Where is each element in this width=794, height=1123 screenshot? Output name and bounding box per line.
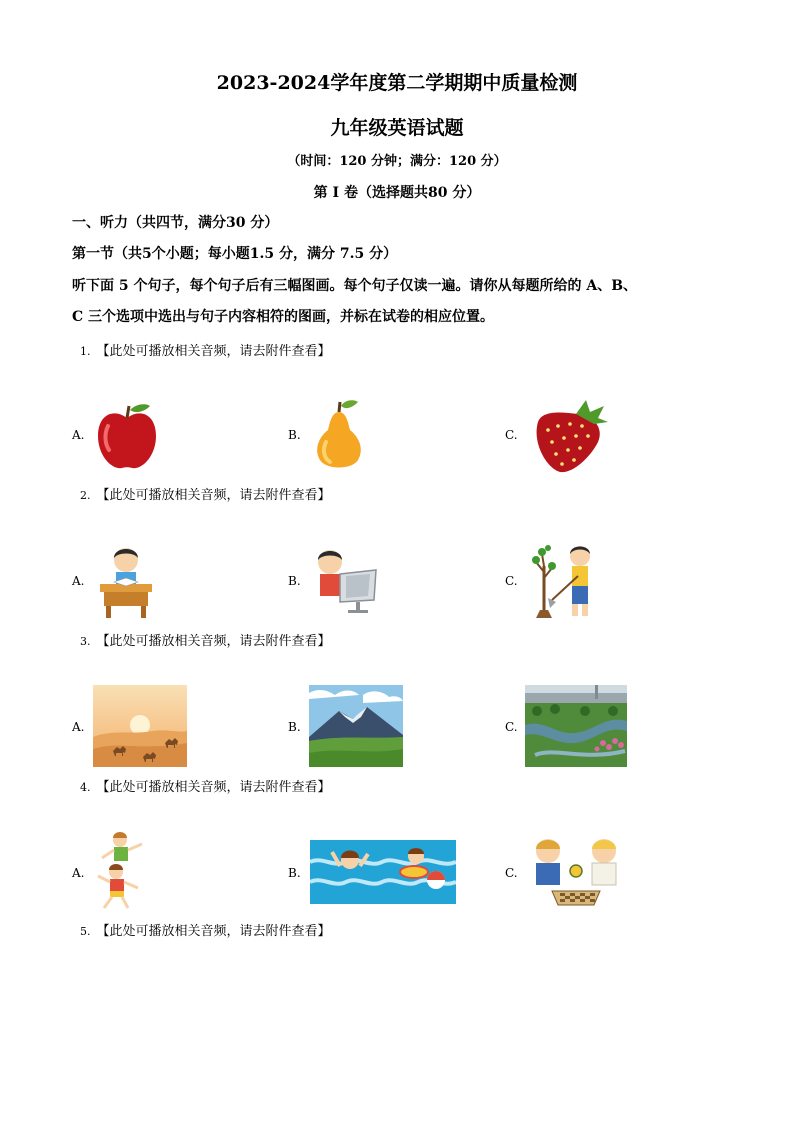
time-info: （时间：120 分钟；满分：120 分）: [287, 154, 507, 169]
exam-subtitle: 九年级英语试题: [330, 117, 464, 139]
boy-computer-image[interactable]: [310, 544, 380, 616]
option-label: C.: [505, 574, 518, 588]
question-2-prompt[interactable]: [80, 484, 331, 503]
question-number: 4.: [80, 781, 91, 794]
desert-image[interactable]: [93, 685, 187, 767]
mountain-image[interactable]: [309, 685, 403, 767]
option-label: A.: [72, 866, 85, 880]
kids-playing-chess-image[interactable]: [528, 833, 624, 909]
wetland-park-image[interactable]: [525, 685, 627, 767]
question-number: 5.: [80, 925, 91, 938]
instruction-line-2: C 三个选项中选出与句子内容相符的图画，并标在试卷的相应位置。: [72, 309, 495, 325]
kids-swimming-image[interactable]: [310, 840, 456, 904]
option-label: A.: [72, 574, 85, 588]
boy-planting-tree-image[interactable]: [528, 542, 598, 620]
question-number: 3.: [80, 635, 91, 648]
option-label: C.: [505, 428, 518, 442]
boy-reading-image[interactable]: [96, 544, 156, 620]
audio-prompt: 【此处可播放相关音频，请去附件查看】: [96, 634, 331, 649]
apple-image[interactable]: [94, 400, 160, 472]
kids-running-image[interactable]: [94, 830, 154, 910]
question-5-prompt[interactable]: [80, 920, 331, 939]
section-heading: 一、听力（共四节，满分30 分）: [72, 215, 279, 231]
option-label: B.: [288, 428, 301, 442]
volume-label: 第 I 卷（选择题共80 分）: [313, 185, 481, 201]
question-number: 1.: [80, 345, 91, 358]
audio-prompt: 【此处可播放相关音频，请去附件查看】: [96, 344, 331, 359]
option-label: A.: [72, 720, 85, 734]
option-label: B.: [288, 866, 301, 880]
pear-image[interactable]: [310, 398, 368, 472]
option-label: B.: [288, 574, 301, 588]
question-number: 2.: [80, 489, 91, 502]
audio-prompt: 【此处可播放相关音频，请去附件查看】: [96, 488, 331, 503]
option-label: C.: [505, 720, 518, 734]
question-4-prompt[interactable]: [80, 776, 331, 795]
strawberry-image[interactable]: [528, 398, 608, 474]
audio-prompt: 【此处可播放相关音频，请去附件查看】: [96, 780, 331, 795]
question-1-prompt[interactable]: [80, 340, 331, 359]
option-label: C.: [505, 866, 518, 880]
audio-prompt: 【此处可播放相关音频，请去附件查看】: [96, 924, 331, 939]
question-3-prompt[interactable]: [80, 630, 331, 649]
exam-title: 2023-2024学年度第二学期期中质量检测: [216, 72, 578, 94]
option-label: A.: [72, 428, 85, 442]
instruction-line-1: 听下面 5 个句子，每个句子后有三幅图画。每个句子仅读一遍。请你从每题所给的 A、B、: [72, 278, 638, 294]
option-label: B.: [288, 720, 301, 734]
part-heading: 第一节（共5个小题；每小题1.5 分，满分 7.5 分）: [72, 246, 398, 262]
